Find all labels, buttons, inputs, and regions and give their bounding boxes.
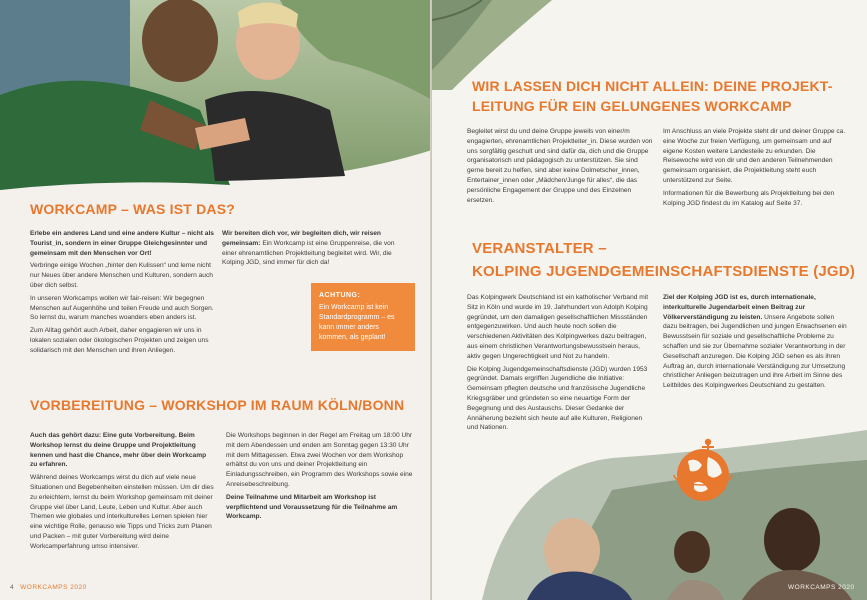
workcamp-col1 (30, 229, 215, 359)
top-photo (0, 0, 432, 200)
veranstalter-text: Unsere Angebote sollen dazu beitragen, bei Jugendlichen und jungen Erwachsenen ein Bewusstsein für soziale und gesellschaftliche Probleme zu schaffen und sie zur Übernahme sozialer Verantwortung in der Gesellschaft anzuregen. Die Kolping JGD sehen es als ihren Auftrag an, durch internationale Verständigung zur Umsetzung christlicher Anliegen beizutragen und ihre Arbeit im Sinne des Leitbildes des Kolpingwerkes Deutschland zu gestalten. (663, 313, 847, 390)
veranstalter-col1 (467, 293, 653, 436)
veranstalter-bold: Ziel der Kolping JGD ist es, durch internationale, interkulturelle Jugendarbeit einen Beitrag zur Völkerverständigung zu leisten. (663, 294, 816, 321)
projekt-p2: Im Anschluss an viele Projekte steht dir und deiner Gruppe ca. eine Woche zur freien Verfügung, um gemeinsam und auf eigene Kosten weitere Landesteile zu erkunden. Die Reisewoche wird von dir und den anderen Teilnehmenden gemeinsam organisiert, die Projektleitung steht euch unterstützend zur Seite. (663, 128, 846, 184)
projekt-p3: Informationen für die Bewerbung als Projektleitung bei den Kolping JGD findest du im Katalog auf Seite 37. (663, 189, 835, 207)
heading-projektleitung-line1: WIR LASSEN DICH NICHT ALLEIN: DEINE PROJEKT- (472, 78, 833, 94)
veranstalter-p1: Das Kolpingwerk Deutschland ist ein katholischer Verband mit Sitz in Köln und wurde im 19. Jahrhundert von Adolph Kolping gegründet, um den damaligen gesellschaftlichen Missständen entgegenzuwirken. Und auch heute noch sollen die verschiedenen Aktivitäten des Kolpingwerkes dazu beitragen, aus einem christlichen Verantwortungsbewusstsein heraus, aktiv gegen Ungerechtigkeit und Not zu handeln. (467, 294, 649, 360)
heading-workcamp: WORKCAMP – WAS IST DAS? (30, 201, 236, 217)
left-page (0, 0, 432, 600)
projekt-p1: Begleitet wirst du und deine Gruppe jeweils von einer/m engagierten, ehrenamtlichen Projektleiter_in. Diese wurden von uns sorgfältig geschult und sind dafür da, dich und die Gruppe organisatorisch und pädagogisch zu unterstützen. Sie sind gerne bereit zu helfen, sind aber keine Dolmetscher_innen, Entertainer_innen oder „Mädchen/Junge für alles“, die das persönliche Engagement der Gruppe und des Einzelnen ersetzen. (467, 128, 653, 204)
footer-left (10, 584, 87, 591)
workcamp-p3: Zum Alltag gehört auch Arbeit, daher engagieren wir uns in lokalen sozialen oder ökologischen Projekten und zeigen uns solidarisch mit den Menschen und ihren Anliegen. (30, 327, 209, 354)
projekt-col2 (663, 127, 848, 211)
vorbereitung-p2: Die Workshops beginnen in der Regel am Freitag um 18:00 Uhr mit dem Abendessen und enden am Sonntag gegen 13:30 Uhr mit dem Mittagessen. Etwa zwei Wochen vor dem Workshop erhältst du von uns und deiner Projektleitung ein Einladungsschreiben, ein Programm des Workshops sowie eine Anreisebeschreibung. (226, 432, 413, 488)
vorbereitung-col1 (30, 431, 215, 555)
veranstalter-p2: Die Kolping Jugendgemeinschaftsdienste (JGD) wurden 1953 gegründet. Damals ergriffen Jugendliche die Initiative: Gemeinsam pflegten deutsche und französische Jugendliche Kriegsgräber und gründeten so eine neuartige Form der Begegnung und des Austauschs. Dieser Gedanke der Annäherung bezieht sich heute auf alle Kulturen, Religionen und Nationen. (467, 365, 648, 432)
achtung-box (311, 283, 415, 351)
veranstalter-col2 (663, 293, 848, 394)
achtung-title: ACHTUNG: (319, 292, 361, 299)
bottom-photo (432, 430, 867, 600)
vorbereitung-bold: Deine Teilnahme und Mitarbeit am Workshop ist verpflichtend und Voraussetzung für die Teilnahme am Workcamp. (226, 493, 398, 521)
achtung-text: Ein Workcamp ist kein Standardprogramm – es kann immer anders kommen, als geplant! (319, 304, 395, 341)
workcamp-col2 (222, 229, 410, 271)
globe-icon (664, 437, 742, 503)
heading-veranstalter-line1: VERANSTALTER – (472, 240, 607, 257)
projekt-col1 (467, 127, 653, 208)
heading-projektleitung-line2: LEITUNG FÜR EIN GELUNGENES WORKCAMP (472, 98, 792, 114)
heading-veranstalter (472, 237, 855, 283)
workcamp-col2-bold: Wir bereiten dich vor, wir begleiten dich, wir reisen gemeinsam: (222, 230, 381, 247)
workcamp-intro: Erlebe ein anderes Land und eine andere Kultur – nicht als Tourist_in, sondern in einer Gruppe Gleichgesinnter und gemeinsam mit den Menschen vor Ort! (30, 230, 214, 257)
heading-vorbereitung: VORBEREITUNG – WORKSHOP IM RAUM KÖLN/BONN (30, 397, 405, 413)
workcamp-col2-text: Ein Workcamp ist eine Gruppenreise, die von einer ehrenamtlichen Projektleitung begleitet wird. Wir, die Kolping JGD, sind immer für dich da! (222, 239, 395, 267)
heading-projektleitung (472, 76, 833, 116)
vorbereitung-intro: Auch das gehört dazu: Eine gute Vorbereitung. Beim Workshop lernst du deine Gruppe und Projektleitung kennen und hast die Chance, mehr über dein Workcamp zu erfahren. (30, 432, 207, 469)
vorbereitung-p1: Während deines Workcamps wirst du dich auf viele neue Situationen und Begebenheiten einstellen müssen. Um dir dies zu erleichtern, lernst du beim Workshop gemeinsam mit deiner Gruppe viel über Land, Leute, Leben und Kultur. Aber auch Themen wie globales und interkulturelles Lernen spielen hier eine wichtige Rolle, genauso wie Tipps und Tricks zum Planen und Packen – mit guter Vorbereitung wird deine Workcamperfahrung umso intensiver. (30, 474, 214, 550)
vorbereitung-col2 (226, 431, 414, 525)
workcamp-p2: In unseren Workcamps wollen wir fair-reisen: Wir begegnen Menschen auf Augenhöhe und teilen Freude und auch Sorgen. So lernst du, warum manches woanders eben anders ist. (30, 294, 214, 322)
page-number: 4 (10, 584, 15, 591)
workcamp-p1: Verbringe einige Wochen „hinter den Kulissen“ und lerne nicht nur Neues über andere Menschen und Kulturen, sondern auch über dich selbst. (30, 262, 213, 289)
footer-right: WORKCAMPS 2020 (788, 584, 855, 591)
right-page (432, 0, 867, 600)
heading-veranstalter-line2: KOLPING JUGENDGEMEINSCHAFTSDIENSTE (JGD) (472, 263, 856, 280)
footer-title-left: WORKCAMPS 2020 (20, 584, 87, 591)
